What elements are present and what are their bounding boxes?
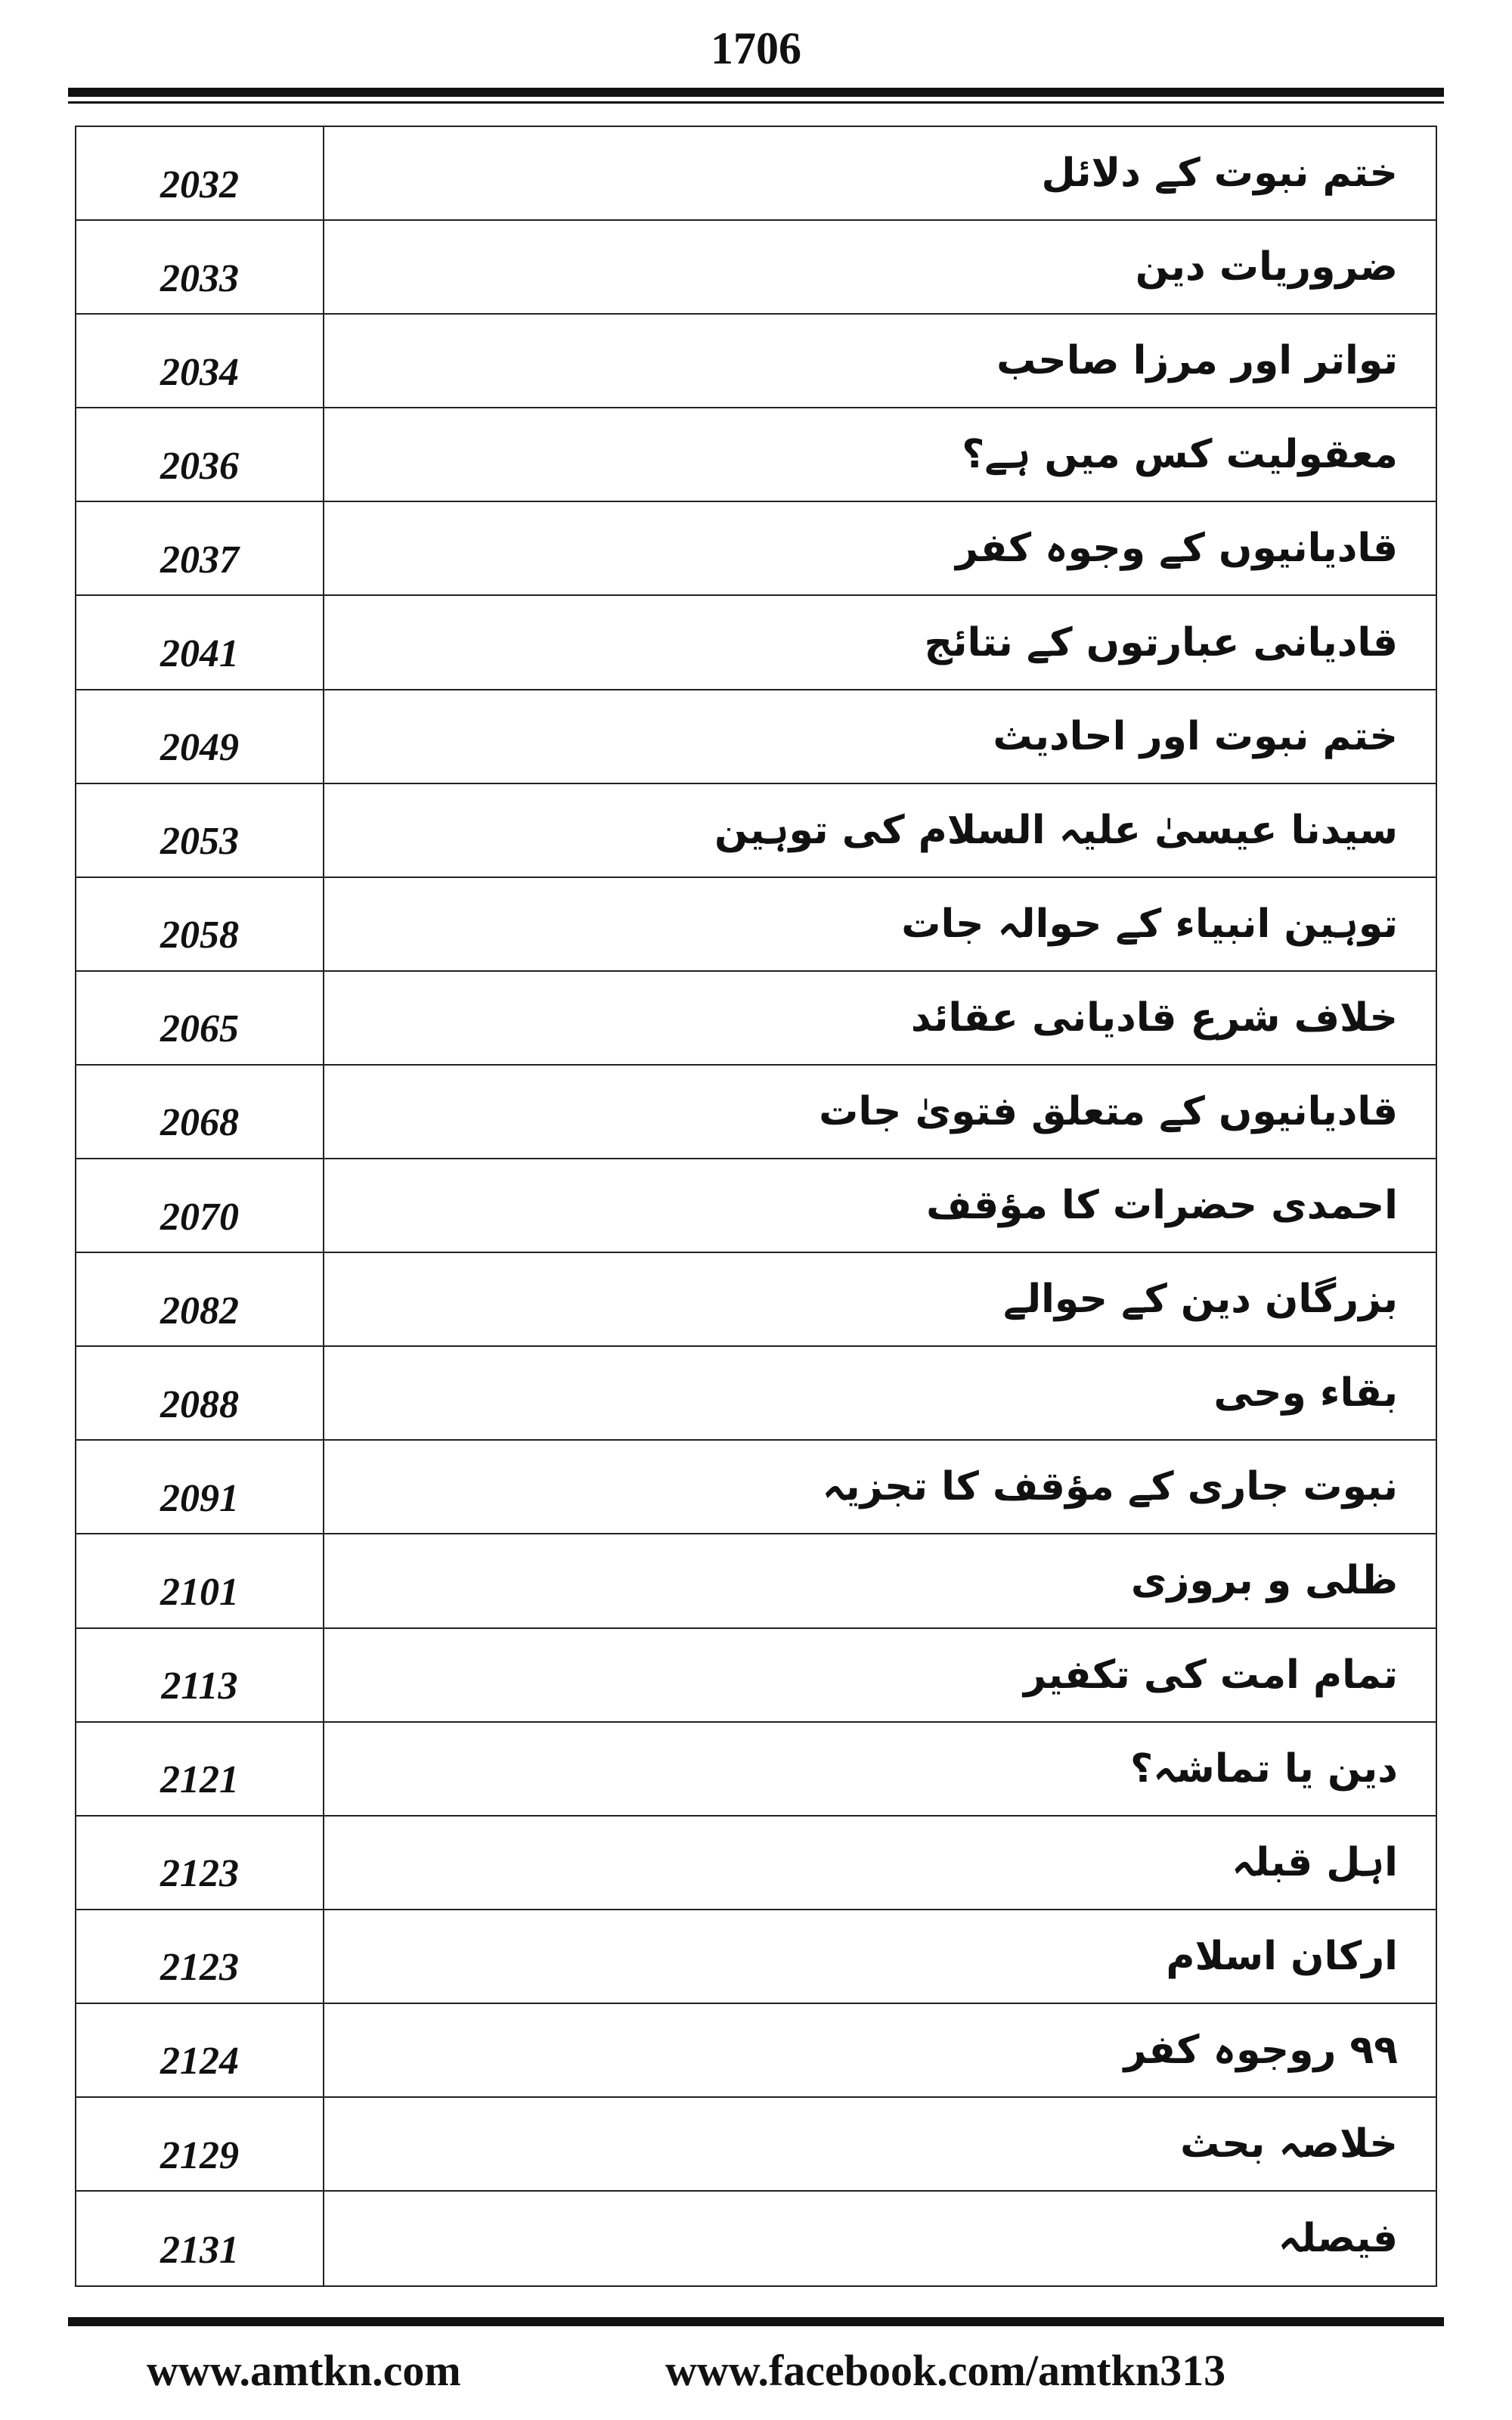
toc-row [76,502,1436,596]
toc-title: احمدی حضرات کا مؤقف [926,1183,1398,1229]
toc-title: بقاء وحی [1213,1370,1398,1416]
toc-row [76,784,1436,878]
toc-row [76,1347,1436,1441]
toc-row [76,1910,1436,2004]
toc-page-number: 2091 [76,1441,324,1533]
toc-page-number: 2053 [76,784,324,876]
toc-page-number: 2129 [76,2098,324,2190]
toc-title: قادیانی عبارتوں کے نتائج [924,619,1398,666]
toc-page-number: 2037 [76,502,324,594]
toc-title: ارکان اسلام [1166,1933,1398,1979]
toc-title: ۹۹ روجوہ کفر [1123,2027,1398,2073]
toc-page-number: 2032 [76,127,324,219]
toc-page-number: 2082 [76,1253,324,1345]
toc-title: فیصلہ [1278,2216,1398,2262]
toc-page-number: 2034 [76,315,324,407]
toc-row [76,408,1436,502]
footer [0,2337,1512,2405]
toc-title: خلاف شرع قادیانی عقائد [910,994,1398,1041]
toc-page-number: 2123 [76,1910,324,2003]
toc-row [76,2004,1436,2098]
toc-title: بزرگان دین کے حوالے [1003,1277,1398,1323]
toc-page-number: 2036 [76,408,324,501]
toc-page-number: 2033 [76,221,324,313]
toc-row [76,1159,1436,1253]
toc-page-number: 2124 [76,2004,324,2096]
footer-rule [68,2317,1444,2326]
toc-title: قادیانیوں کے متعلق فتویٰ جات [819,1088,1398,1134]
toc-page-number: 2123 [76,1817,324,1909]
toc-page-number: 2049 [76,690,324,783]
toc-page-number: 2065 [76,972,324,1064]
toc-title: قادیانیوں کے وجوہ کفر [956,526,1398,572]
toc-page-number: 2068 [76,1066,324,1158]
toc-page-number: 2113 [76,1629,324,1721]
toc-row [76,1723,1436,1817]
toc-row [76,2192,1436,2285]
toc-row [76,1534,1436,1628]
toc-page-number: 2121 [76,1723,324,1815]
toc-title: نبوت جاری کے مؤقف کا تجزیہ [822,1464,1398,1510]
toc-row [76,972,1436,1066]
toc-title: ضروریات دین [1135,244,1398,290]
toc-page-number: 2088 [76,1347,324,1439]
toc-title: خلاصہ بحث [1180,2121,1398,2167]
header-rule-thin [68,101,1444,104]
page-number: 1706 [711,23,801,73]
toc-row [76,1629,1436,1723]
toc-title: تواتر اور مرزا صاحب [996,338,1398,384]
toc-row [76,127,1436,221]
toc-title: تمام امت کی تکفیر [1023,1652,1398,1698]
table-of-contents [75,126,1437,2287]
toc-row [76,878,1436,972]
toc-row [76,2098,1436,2192]
toc-page-number: 2131 [76,2192,324,2285]
toc-row [76,1253,1436,1347]
toc-row [76,1817,1436,1910]
toc-row [76,690,1436,784]
toc-title: معقولیت کس میں ہے؟ [962,432,1398,478]
toc-title: دین یا تماشہ؟ [1130,1745,1398,1792]
footer-facebook-link[interactable]: www.facebook.com/amtkn313 [665,2346,1226,2395]
header-rule-thick [68,88,1444,97]
toc-title: اہل قبلہ [1232,1839,1398,1885]
toc-title: ختم نبوت اور احادیث [993,713,1398,759]
toc-title: توہین انبیاء کے حوالہ جات [901,901,1398,947]
toc-page-number: 2041 [76,596,324,688]
toc-row [76,221,1436,315]
toc-page-number: 2058 [76,878,324,970]
toc-row [76,315,1436,408]
toc-title: ظلی و بروزی [1130,1558,1398,1604]
toc-page-number: 2070 [76,1159,324,1252]
footer-website-link[interactable]: www.amtkn.com [147,2346,461,2395]
toc-title: ختم نبوت کے دلائل [1041,150,1398,197]
toc-row [76,1066,1436,1159]
toc-row [76,1441,1436,1534]
toc-title: سیدنا عیسیٰ علیہ السلام کی توہین [714,807,1398,853]
toc-row [76,596,1436,690]
toc-page-number: 2101 [76,1534,324,1627]
